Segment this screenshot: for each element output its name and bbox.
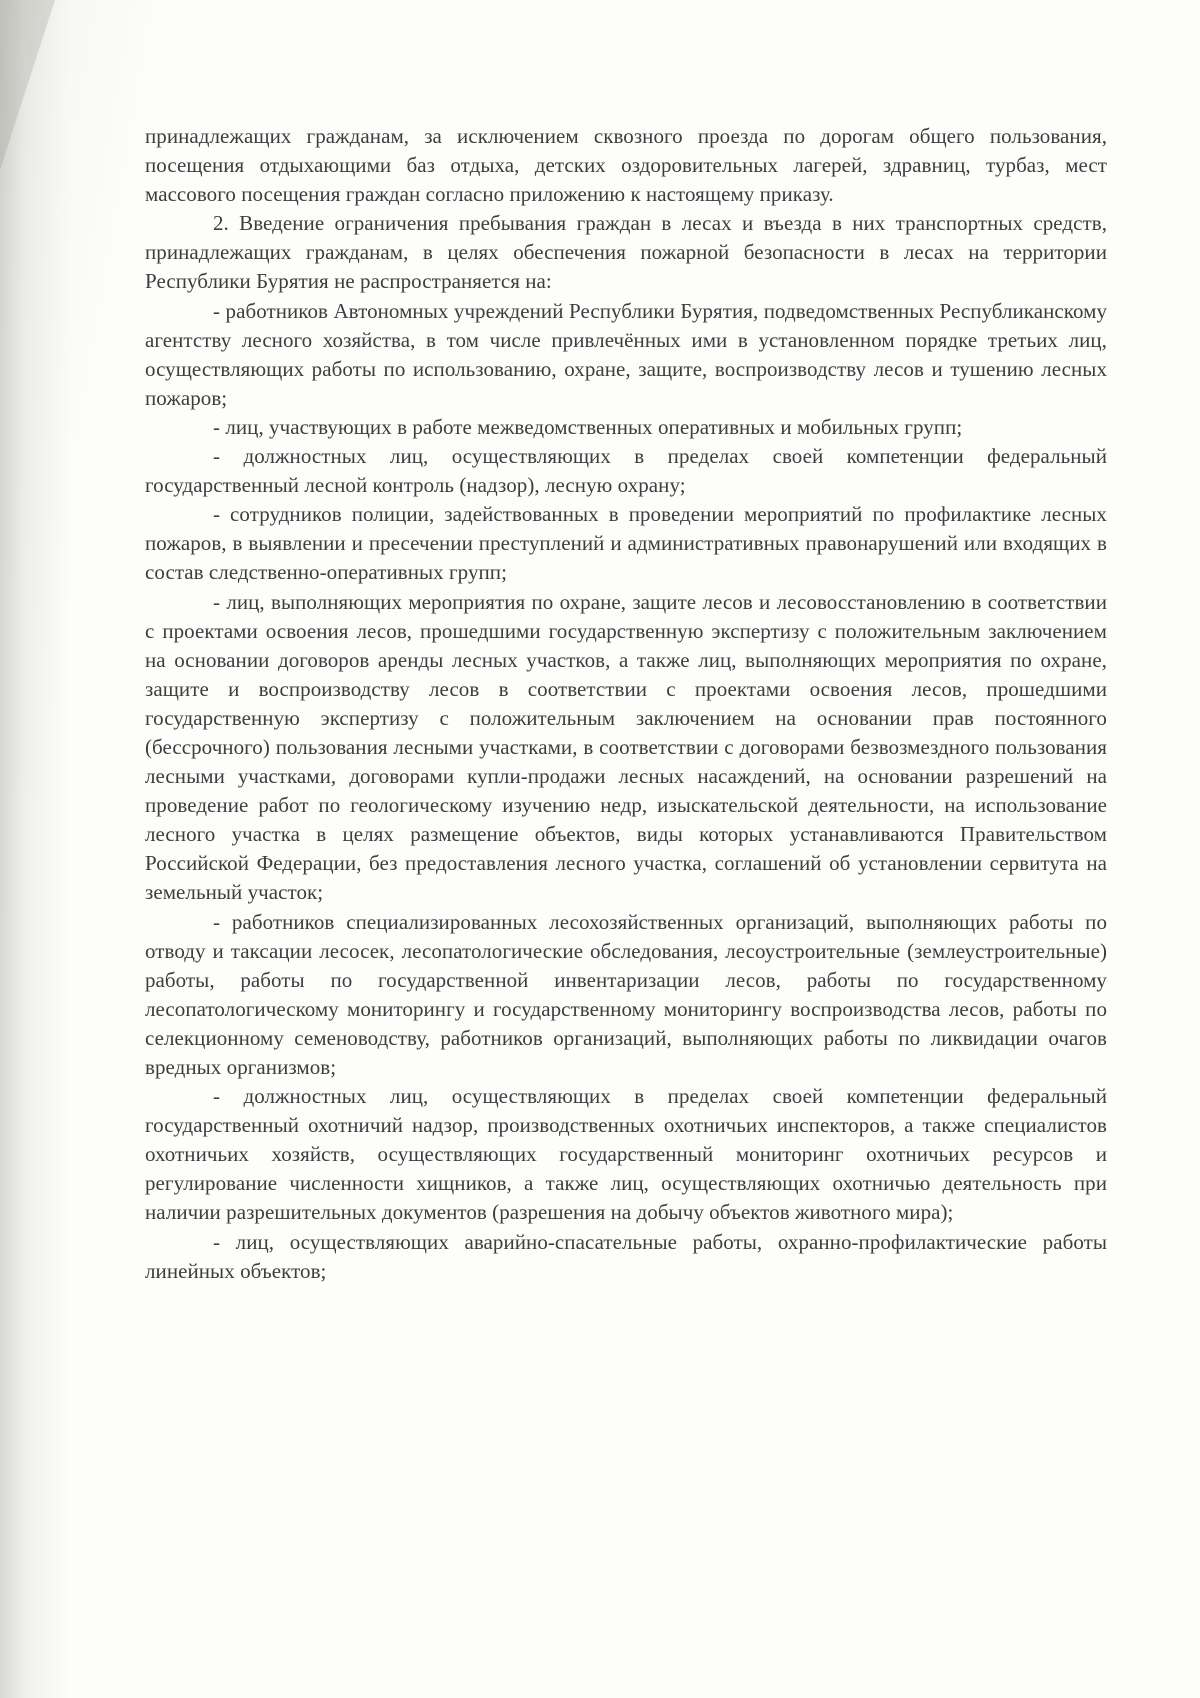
list-item-forest-control-officials: - должностных лиц, осуществляющих в пределах своей компетенции федеральный государственный лесной контроль (надзор), лесную охрану; [145, 444, 1107, 498]
list-item-rescue-works: - лиц, осуществляющих аварийно-спасательные работы, охранно-профилактические работы линейных объектов; [145, 1229, 1107, 1283]
list-item-hunting-supervision: - должностных лиц, осуществляющих в пределах своей компетенции федеральный государственный охотничий надзор, производственных охотничьих инспекторов, а также специалистов охотничьих хозяйств, осуществляющих государственный мониторинг охотничьих ресурсов и регулирование численности хищников, а также лиц, осуществляющих охотничью деятельность при наличии разрешительных документов (разрешения на добычу объектов животного мира); [145, 1084, 1107, 1225]
list-item-police-officers: - сотрудников полиции, задействованных в проведении мероприятий по профилактике лесных пожаров, в выявлении и пресечении преступлений и административных правонарушений или входящих в состав следственно-оперативных групп; [145, 502, 1107, 585]
list-item-autonomous-institutions: - работников Автономных учреждений Республики Бурятия, подведомственных Республиканскому агентству лесного хозяйства, в том числе привлечённых ими в установленном порядке третьих лиц, осуществляющих работы по использованию, охране, защите, воспроизводству лесов и тушению лесных пожаров; [145, 298, 1107, 410]
list-item-interagency-groups: - лиц, участвующих в работе межведомственных оперативных и мобильных групп; [213, 414, 963, 439]
paragraph-clause-2: 2. Введение ограничения пребывания граждан в лесах и въезда в них транспортных средств, принадлежащих гражданам, в целях обеспечения пожарной безопасности в лесах на территории Республики Бурятия не распространяется на: [145, 211, 1107, 294]
document-body [145, 122, 1107, 1286]
paragraph-continuation: принадлежащих гражданам, за исключением сквозного проезда по дорогам общего пользования, посещения отдыхающими баз отдыха, детских оздоровительных лагерей, здравниц, турбаз, мест массового посещения граждан согласно приложению к настоящему приказу. [145, 124, 1107, 207]
page-edge-shadow [0, 0, 70, 1698]
page-corner-fold [0, 0, 55, 170]
list-item-forestry-organizations: - работников специализированных лесохозяйственных организаций, выполняющих работы по отводу и таксации лесосек, лесопатологические обследования, лесоустроительные (землеустроительные) работы, работы по государственной инвентаризации лесов, работы по государственному лесопатологическому мониторингу и государственному мониторингу воспроизводства лесов, работы по селекционному семеноводству, работников организаций, выполняющих работы по ликвидации очагов вредных организмов; [145, 909, 1107, 1079]
list-item-forest-protection-persons: - лиц, выполняющих мероприятия по охране, защите лесов и лесовосстановлению в соответствии с проектами освоения лесов, прошедшими государственную экспертизу с положительным заключением на основании договоров аренды лесных участков, а также лиц, выполняющих мероприятия по охране, защите и воспроизводству лесов в соответствии с проектами освоения лесов, прошедшими государственную экспертизу с положительным заключением на основании прав постоянного (бессрочного) пользования лесными участками, в соответствии с договорами безвозмездного пользования лесными участками, договорами купли-продажи лесных насаждений, на основании разрешений на проведение работ по геологическому изучению недр, изыскательской деятельности, на использование лесного участка в целях размещение объектов, виды которых устанавливаются Правительством Российской Федерации, без предоставления лесного участка, соглашений об установлении сервитута на земельный участок; [145, 589, 1107, 905]
